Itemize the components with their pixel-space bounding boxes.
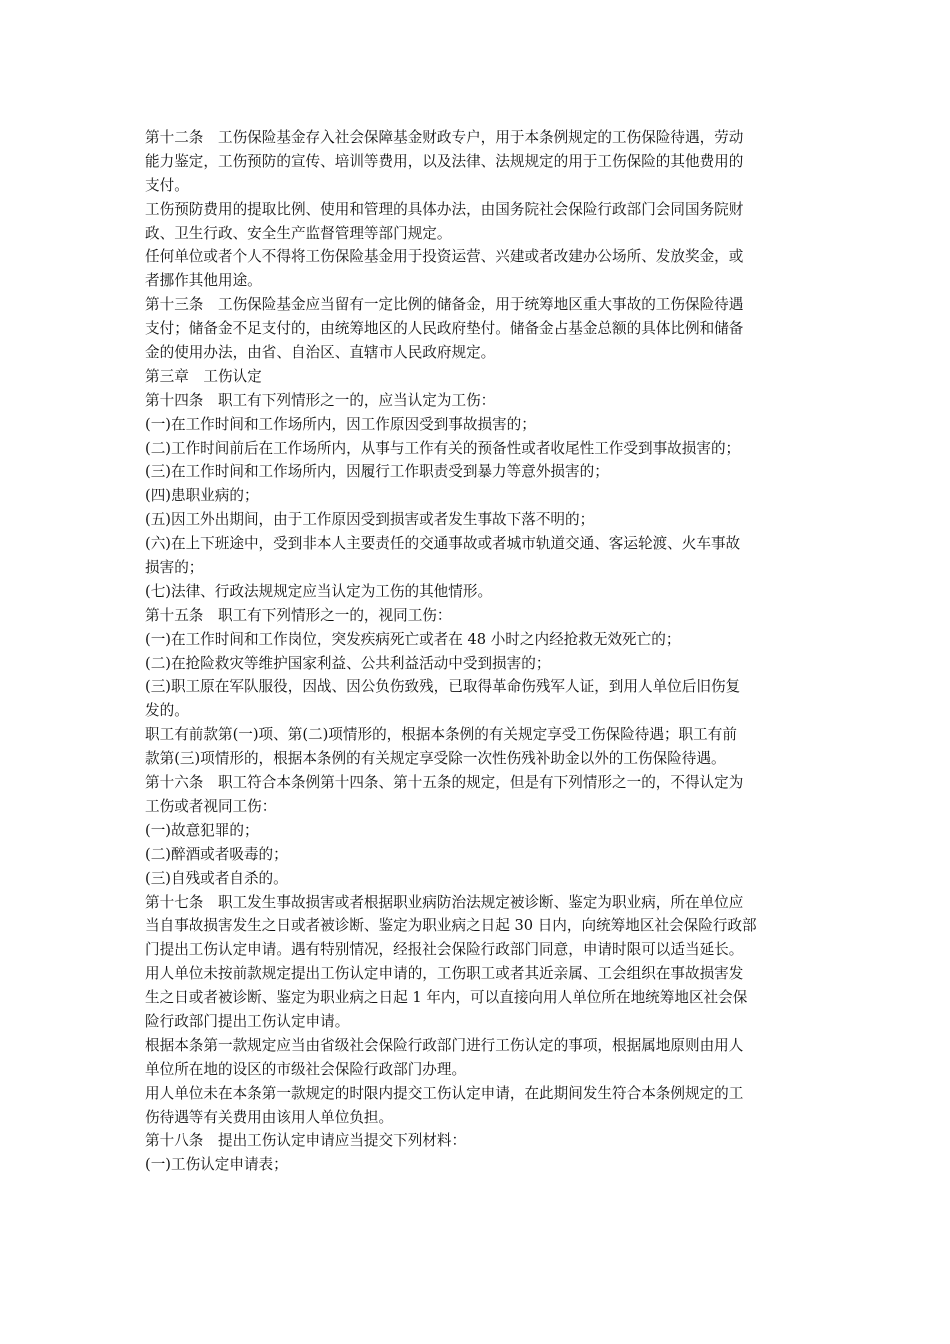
text-line: 者挪作其他用途。 (145, 272, 262, 290)
document-body (145, 126, 805, 1177)
text-line: 能力鉴定，工伤预防的宣传、培训等费用，以及法律、法规规定的用于工伤保险的其他费用的 (145, 152, 744, 170)
chapter-heading: 第三章 工伤认定 (145, 367, 262, 385)
text-line: 用人单位未在本条第一款规定的时限内提交工伤认定申请，在此期间发生符合本条例规定的工 (145, 1084, 744, 1102)
text-line: 第十五条 职工有下列情形之一的，视同工伤： (145, 606, 452, 624)
text-line: 单位所在地的设区的市级社会保险行政部门办理。 (145, 1060, 467, 1078)
text-line: 用人单位未按前款规定提出工伤认定申请的，工伤职工或者其近亲属、工会组织在事故损害发 (145, 965, 744, 983)
text-line: 发的。 (145, 702, 189, 720)
text-line: (七)法律、行政法规规定应当认定为工伤的其他情形。 (145, 582, 493, 600)
text-line: 支付；储备金不足支付的，由统筹地区的人民政府垫付。储备金占基金总额的具体比例和储备 (145, 320, 744, 338)
text-line: (六)在上下班途中，受到非本人主要责任的交通事故或者城市轨道交通、客运轮渡、火车事故 (145, 535, 741, 553)
text-line: 门提出工伤认定申请。遇有特别情况，经报社会保险行政部门同意，申请时限可以适当延长。 (145, 941, 744, 959)
text-line: 生之日或者被诊断、鉴定为职业病之日起 1 年内，可以直接向用人单位所在地统筹地区社会保 (145, 989, 748, 1007)
text-line: (二)醉酒或者吸毒的； (145, 845, 288, 863)
text-line: 款第(三)项情形的，根据本条例的有关规定享受除一次性伤残补助金以外的工伤保险待遇。 (145, 750, 726, 768)
text-line: 第十四条 职工有下列情形之一的，应当认定为工伤： (145, 391, 496, 409)
text-line: 政、卫生行政、安全生产监督管理等部门规定。 (145, 224, 452, 242)
text-line: 伤待遇等有关费用由该用人单位负担。 (145, 1108, 394, 1126)
text-line: 第十三条 工伤保险基金应当留有一定比例的储备金，用于统筹地区重大事故的工伤保险待遇 (145, 296, 744, 314)
text-line: (三)职工原在军队服役，因战、因公负伤致残，已取得革命伤残军人证，到用人单位后旧伤复 (145, 678, 741, 696)
text-line: 金的使用办法，由省、自治区、直辖市人民政府规定。 (145, 344, 496, 362)
text-line: 根据本条第一款规定应当由省级社会保险行政部门进行工伤认定的事项，根据属地原则由用人 (145, 1036, 744, 1054)
text-line: (二)工作时间前后在工作场所内，从事与工作有关的预备性或者收尾性工作受到事故损害的； (145, 439, 741, 457)
text-line: (二)在抢险救灾等维护国家利益、公共利益活动中受到损害的； (145, 654, 551, 672)
text-line: 第十二条 工伤保险基金存入社会保障基金财政专户，用于本条例规定的工伤保险待遇，劳动 (145, 129, 744, 146)
text-line: 第十七条 职工发生事故损害或者根据职业病防治法规定被诊断、鉴定为职业病，所在单位应 (145, 893, 744, 911)
text-line: (三)在工作时间和工作场所内，因履行工作职责受到暴力等意外损害的； (145, 463, 609, 481)
text-line: 第十六条 职工符合本条例第十四条、第十五条的规定，但是有下列情形之一的，不得认定为 (145, 774, 744, 792)
text-line: 职工有前款第(一)项、第(二)项情形的，根据本条例的有关规定享受工伤保险待遇；职工有前 (145, 726, 737, 744)
text-line: (三)自残或者自杀的。 (145, 869, 288, 887)
text-line: 损害的； (145, 559, 204, 577)
text-line: 支付。 (145, 176, 189, 194)
text-line: 任何单位或者个人不得将工伤保险基金用于投资运营、兴建或者改建办公场所、发放奖金，或 (145, 248, 744, 266)
text-line: (五)因工外出期间，由于工作原因受到损害或者发生事故下落不明的； (145, 511, 595, 529)
text-line: 险行政部门提出工伤认定申请。 (145, 1012, 350, 1030)
text-line: (四)患职业病的； (145, 487, 259, 505)
text-line: 第十八条 提出工伤认定申请应当提交下列材料： (145, 1132, 467, 1150)
text-line: 当自事故损害发生之日或者被诊断、鉴定为职业病之日起 30 日内，向统筹地区社会保险行政部 (145, 917, 757, 935)
text-line: 工伤或者视同工伤： (145, 797, 277, 815)
text-line: (一)在工作时间和工作岗位，突发疾病死亡或者在 48 小时之内经抢救无效死亡的； (145, 630, 681, 648)
text-line: (一)工伤认定申请表； (145, 1156, 288, 1174)
text-line: (一)故意犯罪的； (145, 821, 259, 839)
text-line: 工伤预防费用的提取比例、使用和管理的具体办法，由国务院社会保险行政部门会同国务院财 (145, 200, 744, 218)
text-line: (一)在工作时间和工作场所内，因工作原因受到事故损害的； (145, 415, 536, 433)
